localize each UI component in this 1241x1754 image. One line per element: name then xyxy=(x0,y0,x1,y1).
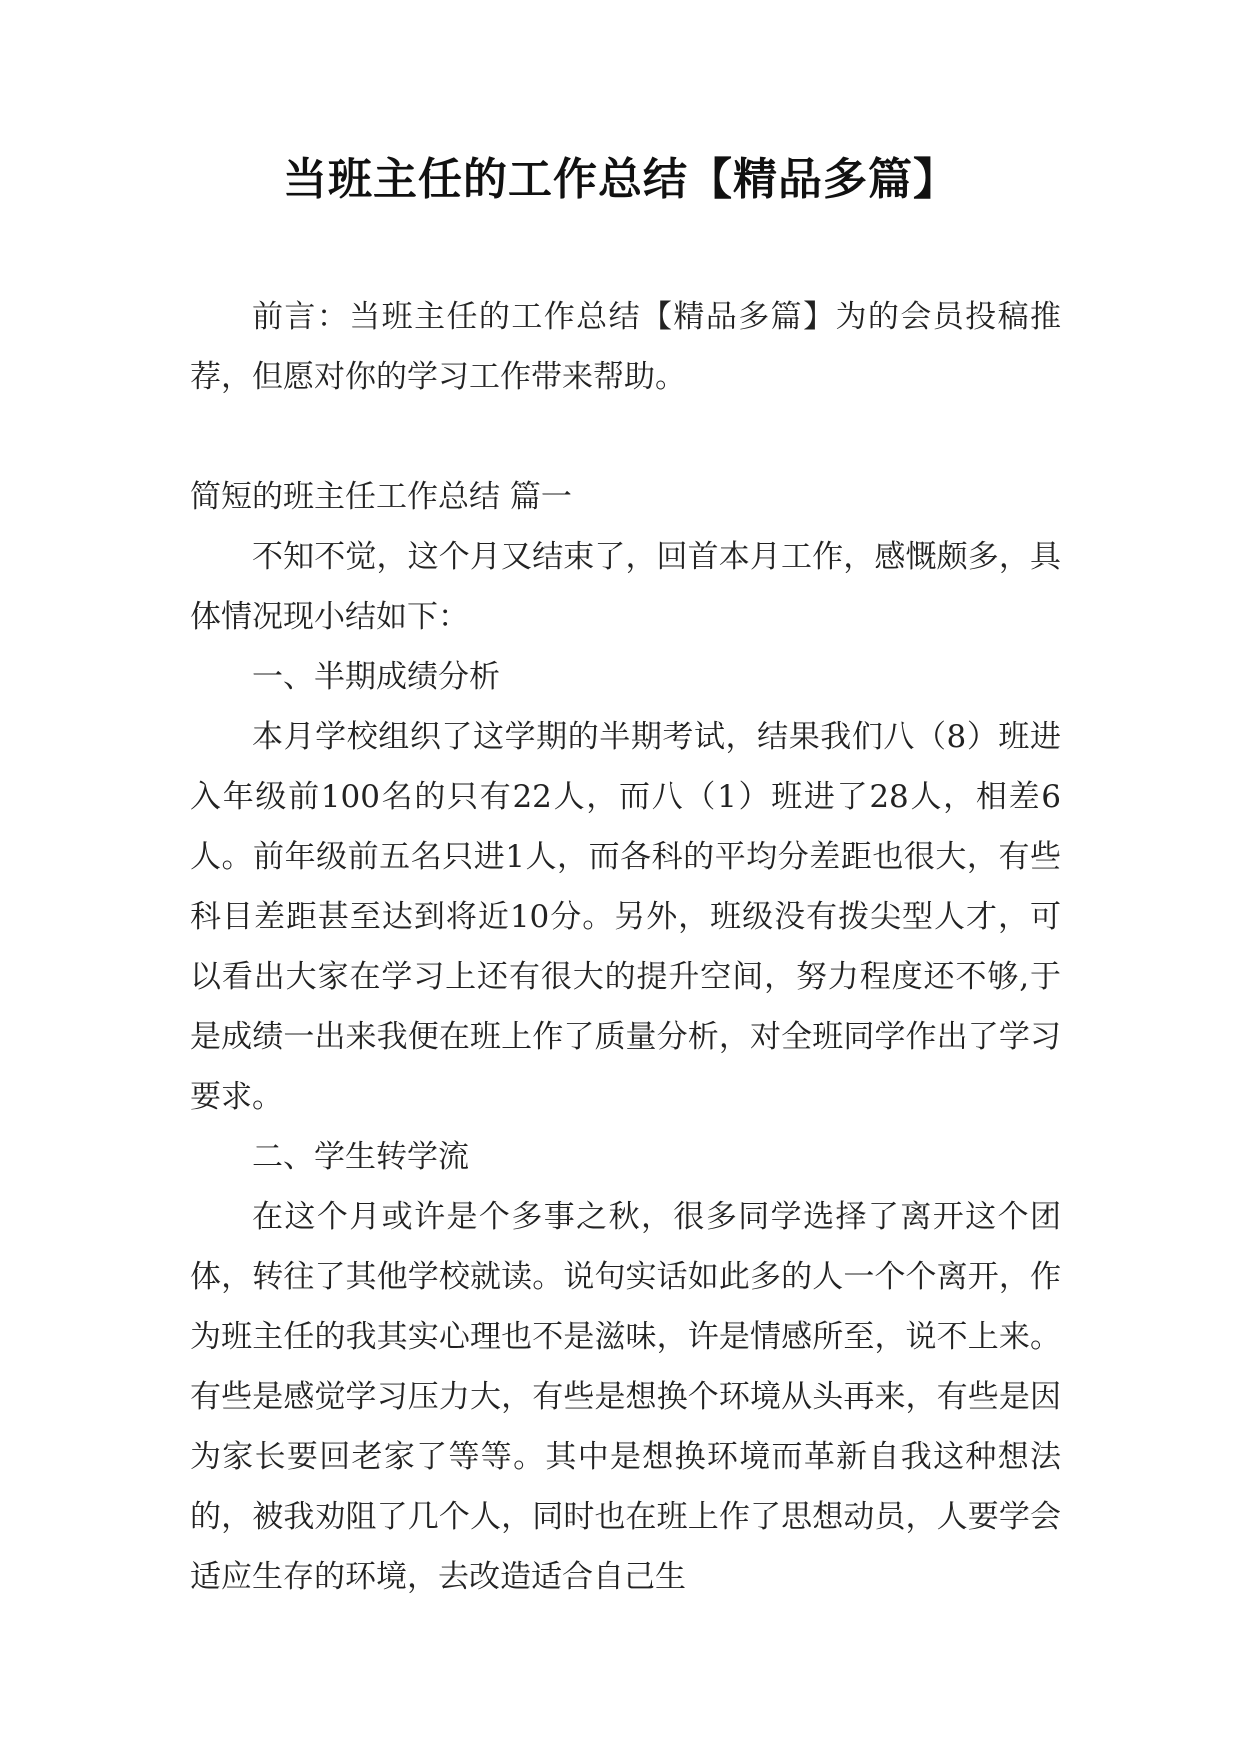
subheading-midterm-analysis: 一、半期成绩分析 xyxy=(252,659,500,695)
subheading-student-transfer: 二、学生转学流 xyxy=(252,1139,469,1175)
body-paragraph-transfer: 在这个月或许是个多事之秋，很多同学选择了离开这个团体，转往了其他学校就读。说句实话如此多的人一个个离开，作为班主任的我其实心理也不是滋味，许是情感所至，说不上来。有些是感觉学习压力大，有些是想换个环境从头再来，有些是因为家长要回老家了等等。其中是想换环境而革新自我这种想法的，被我劝阻了几个人，同时也在班上作了思想动员，人要学会适应生存的环境，去改造适合自己生 xyxy=(190,1199,1061,1595)
preface-paragraph: 前言：当班主任的工作总结【精品多篇】为的会员投稿推荐，但愿对你的学习工作带来帮助。 xyxy=(190,299,1061,395)
document-body xyxy=(190,287,1061,1607)
body-paragraph-intro: 不知不觉，这个月又结束了，回首本月工作，感慨颇多，具体情况现小结如下： xyxy=(190,539,1061,635)
body-paragraph-midterm: 本月学校组织了这学期的半期考试，结果我们八（8）班进入年级前100名的只有22人，而八（1）班进了28人，相差6人。前年级前五名只进1人，而各科的平均分差距也很大，有些科目差距甚至达到将近10分。另外，班级没有拨尖型人才，可以看出大家在学习上还有很大的提升空间，努力程度还不够,于是成绩一出来我便在班上作了质量分析，对全班同学作出了学习要求。 xyxy=(190,719,1061,1115)
document-title: 当班主任的工作总结【精品多篇】 xyxy=(283,154,958,205)
section-heading: 简短的班主任工作总结 篇一 xyxy=(190,479,572,515)
